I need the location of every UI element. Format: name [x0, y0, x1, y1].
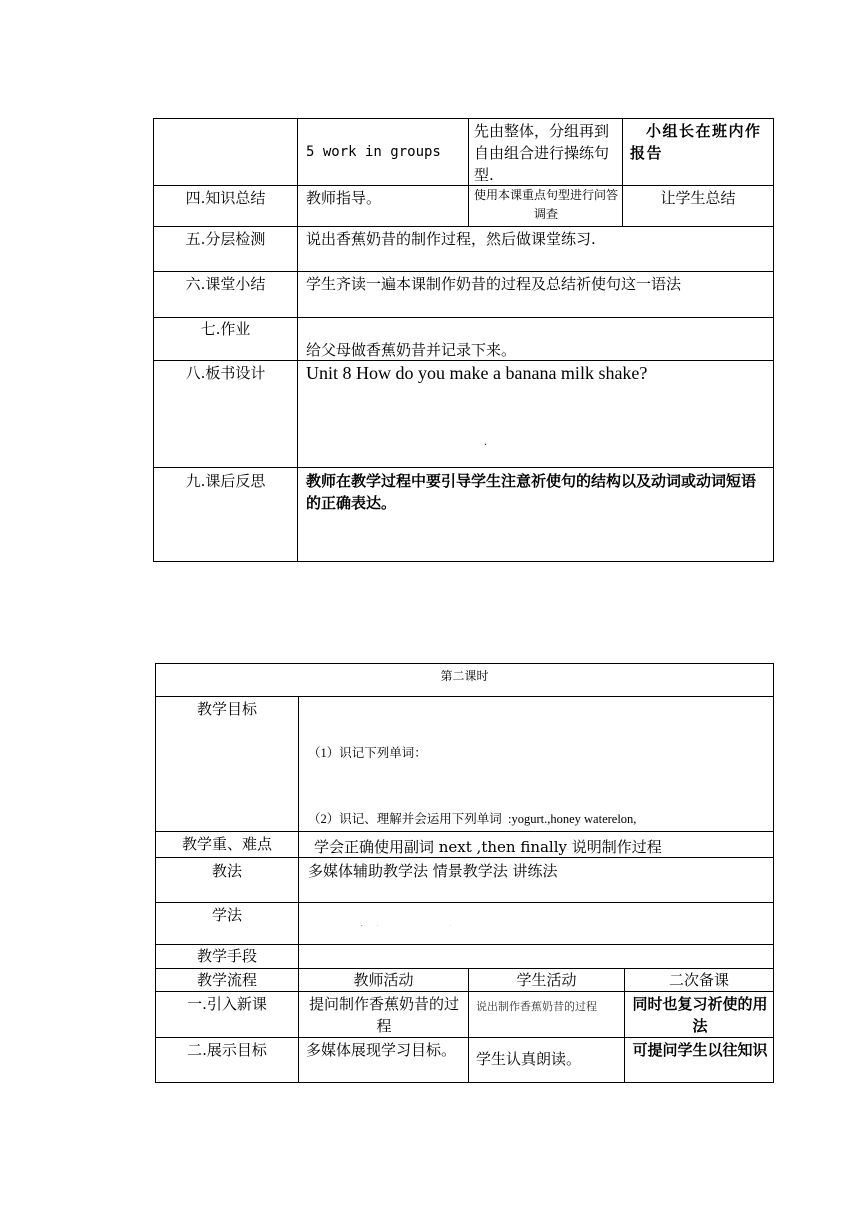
row-content: 多媒体辅助教学法 情景教学法 讲练法 — [308, 862, 558, 880]
lesson-header: 第二课时 — [440, 669, 489, 683]
row-label-reflection: 九.课后反思 — [185, 472, 266, 490]
col-header-second-prep: 二次备课 — [668, 971, 729, 989]
col-header-teacher: 教师活动 — [353, 971, 414, 989]
col-header-flow: 教学流程 — [196, 971, 257, 989]
teacher-activity-text: 提问制作香蕉奶昔的过程 — [308, 995, 459, 1035]
row-content: 学会正确使用副词 next ,then finally 说明制作过程 — [314, 838, 662, 856]
student-activity-text: 使用本课重点句型进行问答调查 — [473, 188, 618, 221]
teacher-activity-text: 教师指导。 — [306, 189, 382, 207]
col-header-student: 学生活动 — [516, 971, 577, 989]
row-label-knowledge-summary: 四.知识总结 — [185, 189, 266, 207]
reflection-content: 教师在教学过程中要引导学生注意祈使句的结构以及动词或动词短语的正确表达。 — [306, 472, 757, 512]
row-label-class-summary: 六.课堂小结 — [185, 275, 266, 293]
row-content: 学生齐读一遍本课制作奶昔的过程及总结祈使句这一语法 — [306, 275, 682, 293]
row-label-teaching-means: 教学手段 — [196, 947, 257, 965]
row-label-homework: 七.作业 — [200, 320, 251, 338]
teacher-activity-text: 多媒体展现学习目标。 — [306, 1041, 457, 1059]
group-work-step: 5 work in groups — [306, 144, 441, 160]
student-activity-text: 学生认真朗读。 — [476, 1050, 582, 1068]
step-label: 二.展示目标 — [187, 1041, 267, 1059]
row-label-board-design: 八.板书设计 — [185, 364, 266, 382]
student-activity-text: 说出制作香蕉奶昔的过程 — [476, 1000, 597, 1013]
second-prep-note: 让学生总结 — [660, 189, 736, 207]
row-label-layered-test: 五.分层检测 — [185, 230, 266, 248]
second-prep-note: 小组长在班内作报告 — [630, 122, 762, 162]
goal-line: （2）识记、理解并会运用下列单词 :yogurt.,honey waterelon, — [308, 812, 637, 826]
student-activity-text: 先由整体，分组再到自由组合进行操练句型. — [474, 122, 610, 184]
second-prep-note: 同时也复习祈使的用法 — [632, 995, 768, 1035]
row-content: 给父母做香蕉奶昔并记录下来。 — [306, 341, 517, 359]
step-label: 一.引入新课 — [187, 995, 267, 1013]
row-label-key-points: 教学重、难点 — [181, 835, 272, 853]
goal-line: （1）识记下列单词： — [308, 746, 427, 760]
second-prep-note: 可提问学生以往知识 — [632, 1041, 768, 1059]
board-title: Unit 8 How do you make a banana milk shake? — [306, 363, 648, 383]
goals-list — [308, 698, 770, 830]
row-label-teaching-goals: 教学目标 — [196, 700, 257, 718]
row-content: 说出香蕉奶昔的制作过程，然后做课堂练习. — [306, 230, 596, 248]
board-line-3: . — [484, 434, 487, 448]
row-label-study-method: 学法 — [211, 906, 242, 924]
row-label-teaching-method: 教法 — [211, 862, 242, 880]
